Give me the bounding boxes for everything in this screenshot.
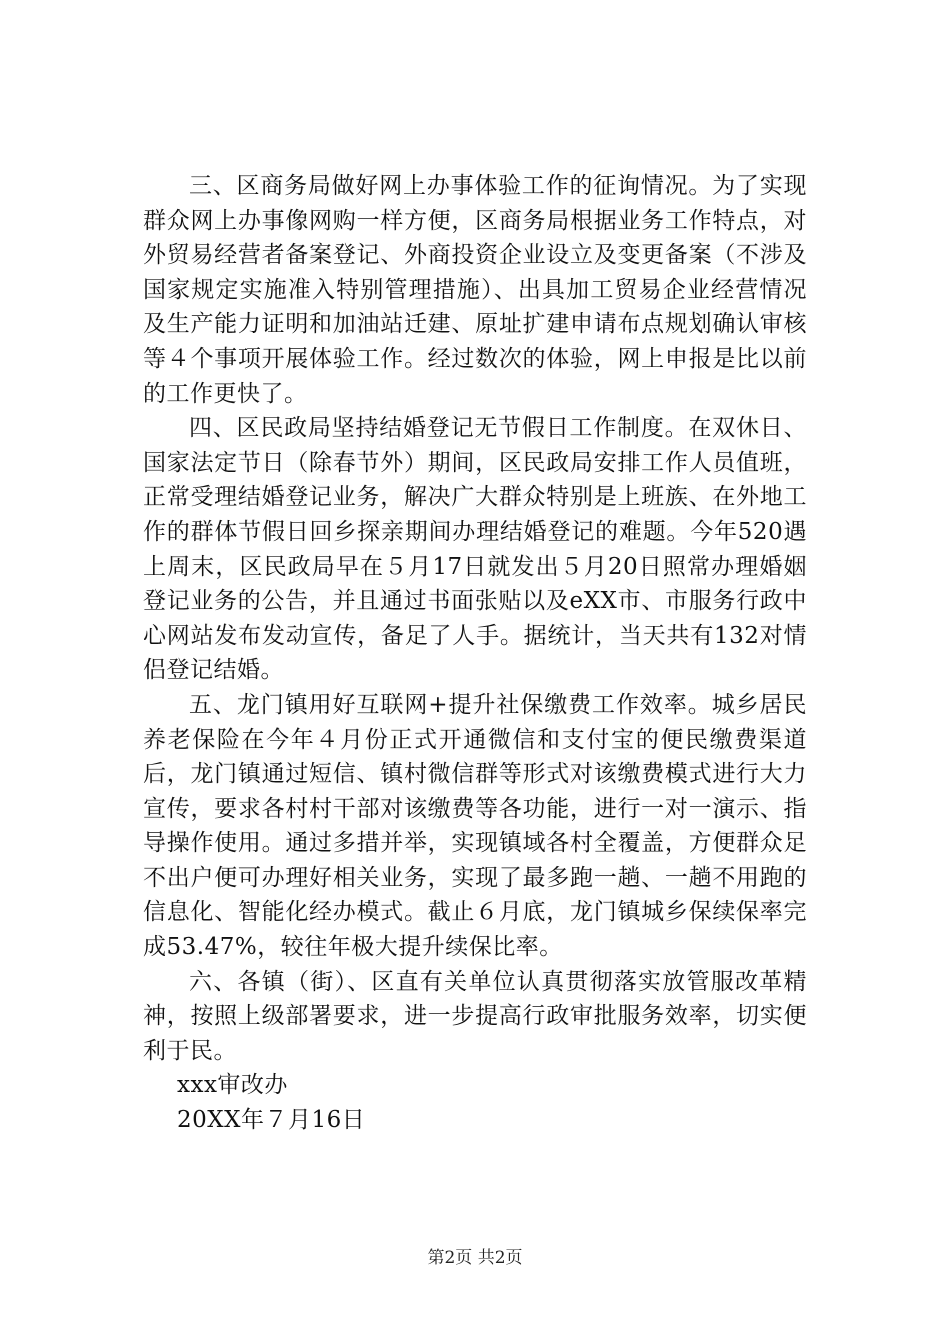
paragraph-civil-affairs-bureau: 四、区民政局坚持结婚登记无节假日工作制度。在双休日、国家法定节日（除春节外）期间，区民政局安排工作人员值班，正常受理结婚登记业务，解决广大群众特别是上班族、在外地工作的群体节假日回乡探亲期间办理结婚登记的难题。今年520遇上周末，区民政局早在５月17日就发出５月20日照常办理婚姻登记业务的公告，并且通过书面张贴以及eXX市、市服务行政中心网站发布发动宣传，备足了人手。据统计，当天共有132对情侣登记结婚。 xyxy=(143,415,807,684)
signature-date: 20XX年７月16日 xyxy=(177,1107,366,1134)
page-number-footer: 第2页 共2页 xyxy=(427,1248,523,1268)
document-body xyxy=(143,169,807,1138)
paragraph-commerce-bureau: 三、区商务局做好网上办事体验工作的征询情况。为了实现群众网上办事像网购一样方便，区商务局根据业务工作特点，对外贸易经营者备案登记、外商投资企业设立及变更备案（不涉及国家规定实施准入特别管理措施）、出具加工贸易企业经营情况及生产能力证明和加油站迁建、原址扩建申请布点规划确认审核等４个事项开展体验工作。经过数次的体验，网上申报是比以前的工作更快了。 xyxy=(143,173,807,407)
paragraph-all-units: 六、各镇（街）、区直有关单位认真贯彻落实放管服改革精神，按照上级部署要求，进一步提高行政审批服务效率，切实便利于民。 xyxy=(143,968,807,1064)
signature-office: xxx审改办 xyxy=(177,1072,288,1099)
paragraph-longmen-town: 五、龙门镇用好互联网+提升社保缴费工作效率。城乡居民养老保险在今年４月份正式开通微信和支付宝的便民缴费渠道后，龙门镇通过短信、镇村微信群等形式对该缴费模式进行大力宣传，要求各村村干部对该缴费等各功能，进行一对一演示、指导操作使用。通过多措并举，实现镇域各村全覆盖，方便群众足不出户便可办理好相关业务，实现了最多跑一趟、一趟不用跑的信息化、智能化经办模式。截止６月底，龙门镇城乡保续保率完成53.47%，较往年极大提升续保比率。 xyxy=(143,691,807,961)
